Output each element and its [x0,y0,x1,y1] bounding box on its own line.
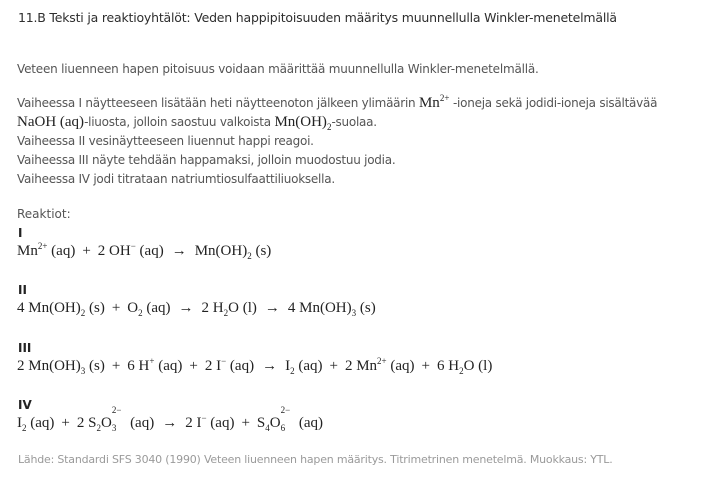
step-2: Vaiheessa II vesinäytteeseen liuennut happi reagoi. [17,134,314,148]
reaction-4-equation: $I_2$ (aq) + 2 $S_2O$ $_{2- 3}$ (aq) → 2 I− $(aq) + S_4O$ $_{2- 6}$ (aq) [17,405,324,433]
reaction-2-equation: 4 $Mn(OH)_2$ $(s) + O_2$ (aq) → 2 $H_2O$ (l) → 4 $Mn(OH)_3$ (s) [17,300,376,318]
step-1 [17,94,697,113]
step-1-text-b: -ioneja sekä jodidi-ioneja sisältävää [452,96,658,110]
reactions-heading: Reaktiot: [17,207,71,221]
step-4: Vaiheessa IV jodi titrataan natriumtiosulfaattiliuoksella. [17,172,335,186]
step-1-text-d: -suolaa. [331,115,377,129]
formula-mn2plus: $Mn^{2+}$ [418,93,450,111]
intro-text: Veteen liuenneen hapen pitoisuus voidaan määrittää muunnellulla Winkler-menetelmällä. [17,62,539,76]
step-1-text-a: Vaiheessa I näytteeseen lisätään heti näytteenoton jälkeen ylimäärin [17,96,419,110]
procedure-steps [17,94,697,189]
reaction-3-equation: 2 $Mn(OH)_3$ (s) + 6 H+ (aq) + 2 I− $(aq) \to I_2$ (aq) + 2 $Mn^{2+}$ (aq) + 6 $H_2O$ (l) [17,356,493,376]
reaction-4-label: IV [18,398,32,412]
step-1-cont [17,113,697,132]
page-title: 11.B Teksti ja reaktioyhtälöt: Veden happipitoisuuden määritys muunnellulla Winkler-menetelmällä [18,10,617,25]
reaction-1-equation: $Mn^{2+}$ (aq) + 2 OH− $(aq) \to Mn(OH)_2$ (s) [17,241,272,261]
reaction-1-label: I [18,226,23,240]
reaction-2-label: II [18,283,27,297]
formula-mnoh2: $Mn(OH)_2$ [274,114,332,132]
reaction-3-label: III [18,341,32,355]
step-3: Vaiheessa III näyte tehdään happamaksi, jolloin muodostuu jodia. [17,153,396,167]
step-1-text-c: -liuosta, jolloin saostuu valkoista [84,115,275,129]
formula-naoh: NaOH (aq) [17,114,85,130]
source-citation: Lähde: Standardi SFS 3040 (1990) Veteen liuenneen hapen määritys. Titrimetrinen menetelmä. Muokkaus: YTL. [18,453,613,466]
